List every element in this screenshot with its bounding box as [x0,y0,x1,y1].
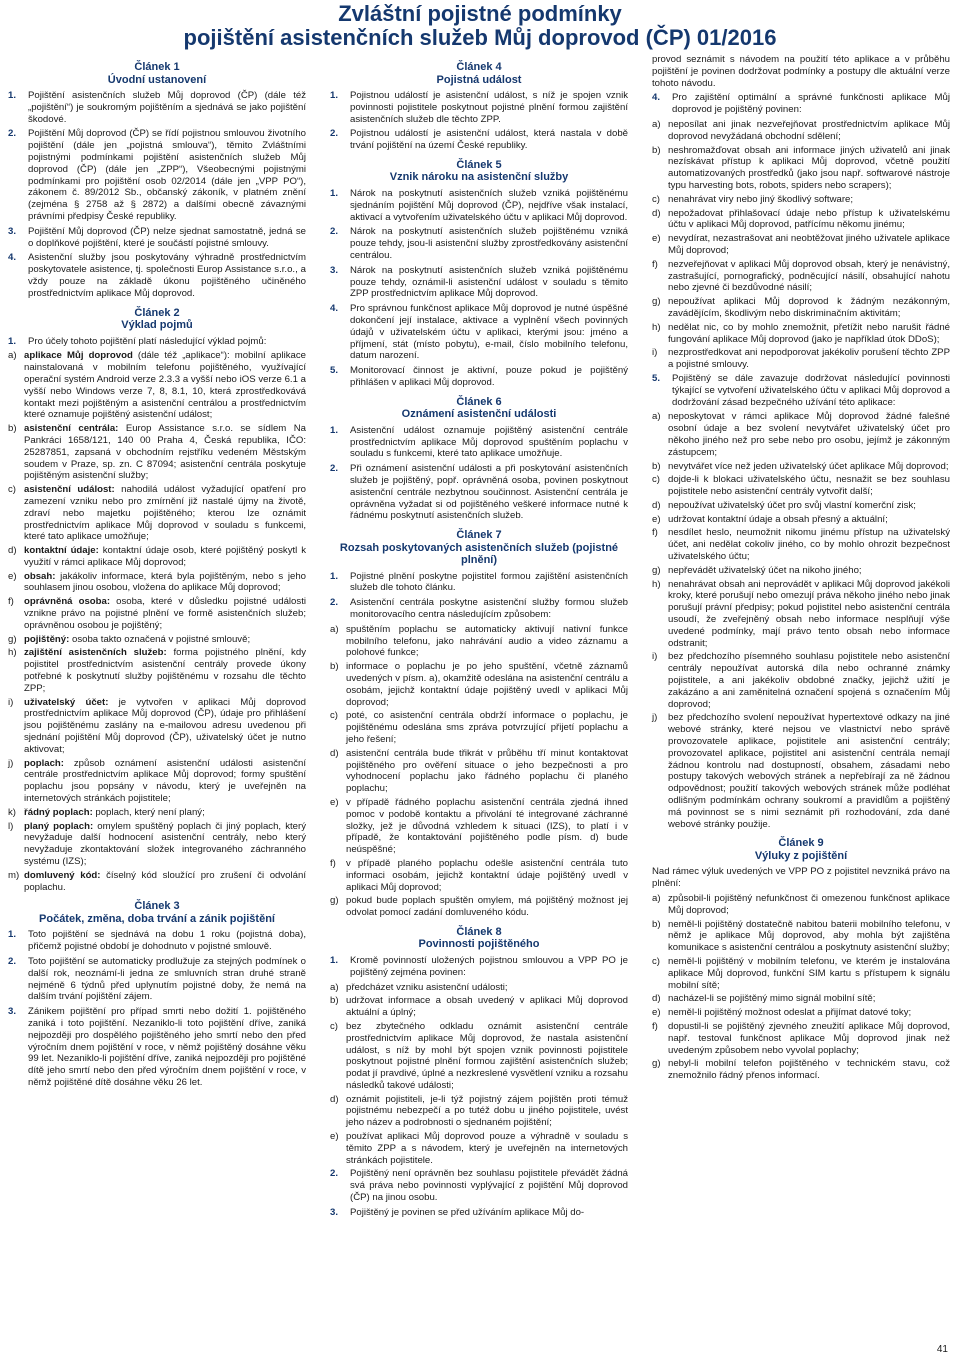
list-item-letter: f) [652,258,658,270]
list-item-text: asistenční centrála bude třikrát v průběhu tří minut kontaktovat pojištěného pro ověření situace o jeho bezpečnosti a pro vyhodnocení poplachu jako řádného poplachu či planého poplachu; [346,747,628,795]
list-item-letter: d) [652,993,661,1005]
list-item-letter: a) [8,350,17,362]
list-item-letter: h) [652,578,661,590]
list-item-text: oznámit pojistiteli, je-li týž pojistný zájem pojištěn proti témuž pojistnému nebezpečí a po tutéž dobu u jiného pojistitele, uvést jeho název a podrobnosti o sjednaném pojištění; [346,1093,628,1129]
article-number: Článek 4 [456,61,502,73]
paragraph-number: 2. [330,1168,339,1180]
article-number: Článek 9 [778,837,824,850]
list-item-text: nenahrávat viry nebo jiný škodlivý software; [668,193,854,205]
list-item [652,893,950,917]
article-heading [330,529,628,567]
list-item [652,993,950,1005]
list-item [652,514,950,526]
numbered-paragraph [330,365,628,389]
paragraph-text: Pojistnou událostí je asistenční událost, s níž je spojen vznik povinnosti pojistitele poskytnout pojistné plnění formou zajištění asistenčních služeb dle těchto ZPP. [350,90,628,125]
paragraph-text: Při oznámení asistenční události a při poskytování asistenčních služeb je pojištěný, popř. oprávněná osoba, povinen poskytnout asistenční centrále nezbytnou součinnost. Asistenční centrála je oprávněna vyžadat si od pojištěného veškeré informace nutné k řádnému poskytnutí asistenčních služeb. [350,463,628,522]
paragraph-text: Nárok na poskytnutí asistenčních služeb vzniká pojištěnému sjednáním pojištění Můj doprovod (ČP), nejdříve však instalací, aktivací a vytvořením uživatelského účtu v aplikaci Můj doprovod. [350,187,628,223]
article-number: Článek 7 [456,529,502,542]
list-item-text: nevytvářet více než jeden uživatelský účet aplikace Můj doprovod; [668,460,949,472]
paragraph-number: 3. [330,1206,339,1218]
paragraph-number: 4. [652,92,661,104]
list-item [652,651,950,710]
list-item-letter: e) [330,1131,339,1143]
paragraph-text: Kromě povinností uložených pojistnou smlouvou a VPP PO je pojištěný zejména povinen: [350,954,628,978]
list-item-letter: j) [8,757,14,769]
list-item [652,461,950,473]
list-item-term: kontaktní údaje: [24,545,99,557]
list-item-term: planý poplach: [24,820,94,832]
list-item-text: osoba, které v důsledku pojistné události vznikne právo na pojistné plnění ve formě asistenčních služeb; oprávněnou osobou je pojištěný; [24,596,306,631]
paragraph-number: 4. [8,252,17,264]
numbered-paragraph [8,1006,306,1089]
list-item-letter: f) [330,857,336,869]
list-item [8,634,306,646]
paragraph-number: 1. [330,570,339,582]
list-item-letter: h) [652,321,661,333]
paragraph-text: Asistenční událost oznamuje pojištěný asistenční centrále prostřednictvím aplikace Můj doprovod spuštěním poplachu v souladu s funkcemi, které tato aplikace umožňuje. [350,424,628,460]
list-item-term: domluvený kód: [24,869,101,881]
list-item-text: omylem spuštěný poplach či jiný poplach, který nevyžaduje další hodnocení asistenční centrály, nebo který nevyžaduje zkontaktování složek integrovaného záchranného systému (IZS); [24,820,306,868]
paragraph-number: 4. [330,303,339,315]
list-item-letter: f) [652,527,658,539]
list-item-letter: a) [330,623,339,635]
numbered-paragraph [8,90,306,125]
list-item [652,145,950,192]
list-item-letter: g) [330,895,339,907]
list-item-text: nepoužívat uživatelský účet pro svůj vlastní komerční zisk; [668,499,916,511]
paragraph-text: Asistenční služby jsou poskytovány výhradně prostřednictvím poskytovatele asistence, tj. společnosti Europ Assistance s.r.o., a vždy pouze na základě úkonu pojištěného učiněného prostřednictvím aplikace Můj doprovod. [28,252,306,299]
list-item-text: v případě řádného poplachu asistenční centrála zjedná ihned pomoc v podobě kontaktu a přivolání té integrované záchranné složky, jež je důvodná vzhledem k situaci (IZS), to platí i v případě, že kontaktování pojištěného podle písm. d) bude neúspěšné; [346,796,628,856]
list-item [8,350,306,421]
list-item-term: zajištění asistenčních služeb: [24,647,167,659]
numbered-paragraph [8,929,306,953]
list-item-letter: g) [652,564,661,576]
list-item [330,748,628,795]
list-item-text: (dále též „aplikace“): mobilní aplikace nainstalovaná v mobilním telefonu pojištěného, využívající operační systém Android verze 2.3.3 a vyšší nebo iOS verze 6.1 a vyšší nebo Windows verze 7, 8, 8.1, 10, která zprostředkovává kontakt mezi pojištěným a asistenční centrálou a prostřednictvím které oznamuje pojištěný asistenční událost; [24,350,306,421]
list-item-text: nesdílet heslo, neumožnit nikomu jinému přístup na uživatelský účet, ani nedělat cokoliv jiného, co by mohlo ohrozit bezpečnost uživatelského účtu; [668,527,950,563]
list-item-text: nepřevádět uživatelský účet na nikoho jiného; [668,564,862,576]
paragraph-number: 1. [330,954,339,966]
list-item [8,484,306,543]
list-item-letter: f) [8,596,14,608]
list-item [8,647,306,694]
list-item-letter: d) [330,747,339,759]
paragraph-text: Pojištěný je povinen se před užíváním aplikace Můj do- [350,1206,585,1218]
list-item-letter: b) [330,661,339,673]
title-line-2: pojištění asistenčních služeb Můj doprovod (ČP) 01/2016 [183,25,777,50]
list-item-text: nacházel-li se pojištěný mimo signál mobilní sítě; [668,993,876,1005]
list-item-text: nevydírat, nezastrašovat ani neobtěžovat jiného uživatele aplikace Můj doprovod; [668,233,950,256]
list-item-text: poplach, který není planý; [92,806,205,818]
paragraph-text: Pojištění Můj doprovod (ČP) nelze sjednat samostatně, jedná se o doplňkové pojištění, které je součástí pojistné smlouvy. [28,225,306,249]
list-item [8,758,306,805]
list-item-text: udržovat kontaktní údaje a obsah přesný a aktuální; [668,513,888,525]
list-item [652,1021,950,1056]
list-item [8,807,306,819]
numbered-paragraph [330,1168,628,1203]
paragraph-text: Pojistné plnění poskytne pojistitel formou zajištění asistenčních služeb dle tohoto článku. [350,570,628,594]
list-item-term: asistenční událost: [24,484,115,496]
list-item-letter: a) [652,411,661,423]
numbered-paragraph [8,336,306,348]
list-item [330,995,628,1019]
numbered-paragraph [8,226,306,250]
list-item-text: způsob oznámení asistenční události asistenční centrále prostřednictvím aplikace Můj doprovod; formy spuštění poplachu jsou popsány v návodu, který je uveřejněn na internetových stránkách pojistitele; [24,757,306,805]
numbered-paragraph [330,597,628,621]
list-item-text: nahodilá událost vyžadující opatření pro zamezení vzniku nebo pro zmírnění již nastalé újmy na životě, zdraví nebo majetku pojištěného; kterou lze oznámit prostřednictvím aplikace Můj doprovod v souladu s funkcemi, které tato aplikace umožňuje; [24,484,306,543]
article-number: Článek 2 [134,306,180,319]
paragraph-text: Pro zajištění optimální a správné funkčnosti aplikace Můj doprovod je pojištěný povinen: [672,92,950,116]
list-item-text: číselný kód sloužící pro zrušení či odvolání poplachu. [24,869,306,893]
paragraph-text: Pojistnou událostí je asistenční událost, která nastala v době trvání pojištění na území České republiky. [350,128,628,152]
list-item-text: informace o poplachu je po jeho spuštění, včetně záznamů uvedených v písm. a), okamžitě odeslána na asistenční centrálu a osobám, jejichž kontaktní údaje pojištěný uvedl v aplikaci Můj doprovod; [346,661,628,708]
list-item-term: poplach: [24,757,64,769]
list-item-letter: j) [652,712,658,724]
list-item-text: jakákoliv informace, která byla pojištěným, nebo s jeho souhlasem jinou osobou, vložena do aplikace Můj doprovod; [24,570,306,594]
article-number: Článek 1 [134,61,180,73]
paragraph-number: 3. [8,1006,17,1018]
list-item-text: bez předchozího svolení nepoužívat hypertextové odkazy na jiné webové stránky, které nejsou ve vlastnictví nebo správě provozovatele aplikace, pojistitele ani asistenční centrály; provozovatel aplikace, pojistitel ani asistenční centrála nemají žádnou kontrolu nad dostupností, obsahem, zásadami nebo postupy takových webových stránek a nepřebírají za ně žádnou odpovědnost; použití takových webových stránek může podléhat odlišným podmínkám ochrany soukromí a pravidlům a pojištěný má povinnost se s nimi seznámit při rozhodování, zda dané webové stránky použije. [668,712,950,830]
article-name: Výluky z pojištění [754,849,848,862]
numbered-paragraph [330,571,628,595]
paragraph-text: Monitorovací činnost je aktivní, pouze pokud je pojištěný přihlášen v aplikaci Můj doprovod. [350,365,628,388]
paragraph-text: Nárok na poskytnutí asistenčních služeb pojištěnému vzniká pouze tehdy, jsou-li asistenční služby zprostředkovány asistenční centrálou. [350,226,628,261]
list-item [652,322,950,346]
list-item-text: poté, co asistenční centrála obdrží informace o poplachu, je pojištěnému odeslána sms zpráva potvrzující přijetí poplachu a jeho řešení; [346,710,628,745]
column-right [652,54,950,1084]
list-item-term: pojištěný: [24,633,70,645]
list-item-letter: e) [652,513,661,525]
article-heading [8,61,306,86]
paragraph-number: 2. [330,597,339,609]
paragraph-text: Pojištěný není oprávněn bez souhlasu pojistitele převádět žádná svá práva nebo povinnosti vyplývající z pojištění Můj doprovod (ČP) na jinou osobu. [350,1168,628,1204]
list-item-term: asistenční centrála: [24,423,119,435]
list-item-term: uživatelský účet: [24,696,109,708]
list-item [652,579,950,650]
article-name: Povinnosti pojištěného [418,938,540,951]
numbered-paragraph [8,252,306,299]
article-name: Vznik nároku na asistenční služby [389,171,569,184]
list-item [652,194,950,206]
list-item-letter: g) [652,296,661,308]
list-item [652,500,950,512]
numbered-paragraph [330,188,628,223]
list-item-term: aplikace Můj doprovod [24,350,133,362]
list-item-letter: k) [8,806,16,818]
paragraph-number: 5. [652,372,661,384]
list-item-text: nezprostředkovat ani nepodporovat jakékoliv porušení těchto ZPP a pojistné smlouvy. [668,347,950,371]
paragraph-text: Pojištěný se dále zavazuje dodržovat následující povinnosti týkající se vytvoření uživatelského účtu v aplikaci Můj doprovod a dodržování zásad bezpečného užívání této aplikace: [672,372,950,408]
list-item [652,347,950,371]
paragraph-text: Zánikem pojištění pro případ smrti nebo dožití 1. pojištěného zaniká i toto pojištění. Nezaniklo-li toto pojištění dříve, zaniká nejpozději pro dospělého pojištěného jeho smrtí nebo den před výročním dnem pojištění v roce, v němž pojištěný dosáhne věku 99 let. Nezaniklo-li pojištění dříve, zaniká nejpozději pro pojištěné dítě jeho smrtí nebo den před výročním dnem pojištění v roce, v němž pojištěné dítě dosáhne věku 26 let. [28,1006,306,1088]
list-item-text: neshromažďovat obsah ani informace jiných uživatelů ani jinak nezískávat přístup k aplikaci Můj doprovod, včetně použití automatizovaných prostředků (jako jsou např. softwarové nástroje typu harvesting bots, robots, spiders nebo scrapers); [668,144,950,191]
paragraph-number: 2. [8,956,17,967]
paragraph-text: Pro správnou funkčnost aplikace Můj doprovod je nutné úspěšné dokončení její instalace, aktivace a vyplnění všech povinných údajů v uživatelském účtu v aplikaci, kterými jsou: jméno a příjmení, stát (místo pobytu), e-mail, číslo mobilního telefonu, datum narození. [350,303,628,362]
list-item [330,661,628,708]
list-item-letter: d) [8,545,17,557]
numbered-paragraph [330,425,628,460]
list-item [330,797,628,856]
list-item-letter: i) [8,696,14,708]
paragraph-text: Nárok na poskytnutí asistenčních služeb vzniká pojištěnému pouze tehdy, oznámil-li asistenční událost v souladu s těmito ZPP prostřednictvím aplikace Můj doprovod. [350,264,628,300]
list-item-letter: d) [652,207,661,219]
paragraph-number: 2. [330,128,339,140]
list-item [330,624,628,659]
list-item-text: Europ Assistance s.r.o. se sídlem Na Pankráci 1658/121, 140 00 Praha 4, Česká republika, IČO: 25287851, zapsaná v obchodním rejstříku vedeném Městským soudem v Praze, sp. zn. C 87094; asistenční centrála poskytuje pojištěným asistenční služby; [24,423,306,482]
paragraph-text: Pojištění Můj doprovod (ČP) se řídí pojistnou smlouvou životního pojištění (dále jen „pojistná smlouva“), těmito Zvláštními pojistnými podmínkami pojištění asistenčních služeb Můj doprovod (ČP) (dále jen „ZPP“), Všeobecnými pojistnými podmínkami pro pojištění osob 02/2014 (dále jen „VPP PO“), zákonem č. 89/2012 Sb., občanský zákoník, v platném znění (zejména § 2758 až § 2872) a dalšími obecně závaznými právními předpisy České republiky. [28,128,306,222]
paragraph-text: Pro účely tohoto pojištění platí následující výklad pojmů: [28,335,267,347]
list-item [8,545,306,569]
column-middle [330,54,628,1222]
document-title [0,2,960,50]
list-item-text: kontaktní údaje osob, které pojištěný poskytl k využití v rámci aplikace Můj doprovod; [24,545,307,568]
numbered-paragraph [652,92,950,116]
article-heading [8,900,306,925]
numbered-paragraph [330,463,628,522]
list-item-letter: b) [8,423,17,435]
list-item [652,208,950,232]
article-name: Počátek, změna, doba trvání a zánik pojištění [39,912,275,925]
article-name: Výklad pojmů [121,319,193,332]
list-item-text: v případě planého poplachu odešle asistenční centrála tuto informaci osobám, jejichž kontaktní údaje pojištěný uvedl v aplikaci Můj doprovod; [346,857,628,893]
list-item [330,1094,628,1129]
list-item [330,1131,628,1166]
paragraph-number: 1. [8,90,17,101]
list-item-text: bez zbytečného odkladu oznámit asistenční centrále prostřednictvím aplikace Můj doprovod, že nastala asistenční událost, s níž by mohl být spojen vznik povinnosti pojistitele poskytnout pojistné plnění formou zajištění asistenčních služeb; podat jí pravdivé, úplné a nezkreslené vysvětlení vzniku a rozsahu následků takové události; [346,1020,628,1091]
list-item-letter: a) [652,118,661,130]
list-item-text: nebyl-li mobilní telefon pojištěného v technickém stavu, což znemožnilo řádný přenos informací. [668,1058,950,1082]
list-item [330,710,628,745]
list-item-text: nepožadovat přihlašovací údaje nebo přístup k uživatelskému účtu v aplikaci Můj doprovod, patřícímu někomu jinému; [668,207,950,231]
list-item-letter: g) [652,1058,661,1070]
list-item-letter: m) [8,869,20,881]
list-item-letter: i) [652,651,658,663]
paragraph-text: Toto pojištění se automaticky prodlužuje za stejných podmínek o další rok, neoznámí-li jedna ze smluvních stran druhé straně nejméně 6 týdnů před uplynutím pojistné doby, že nemá na dalším trvání pojištění zájem. [28,956,306,1003]
list-item-letter: l) [8,820,14,832]
list-item [652,474,950,498]
numbered-paragraph [330,90,628,125]
list-item-letter: b) [652,918,661,930]
list-item-text: spuštěním poplachu se automaticky aktivují nativní funkce mobilního telefonu, jako nahrávání audio a video záznamu a polohové funkce; [346,623,628,659]
list-item [652,1058,950,1082]
list-item [330,858,628,893]
article-heading [330,159,628,184]
list-item [8,697,306,756]
list-item-letter: c) [652,955,660,967]
numbered-paragraph [330,128,628,152]
article-heading [330,61,628,86]
list-item-text: používat aplikaci Můj doprovod pouze a výhradně v souladu s těmito ZPP a s návodem, který je uveřejněn na internetových stránkách pojistitele. [346,1131,628,1166]
list-item-letter: d) [330,1093,339,1105]
list-item-letter: g) [8,633,17,645]
article-heading [652,837,950,862]
list-item-text: nepoužívat aplikaci Můj doprovod k žádným nezákonným, zavádějícím, škodlivým nebo diskriminačním aktivitám; [668,296,950,319]
list-item-term: oprávněná osoba: [24,596,111,608]
list-item [330,895,628,919]
list-item-letter: a) [652,893,661,904]
paragraph-number: 1. [330,187,339,199]
list-item-text: bez předchozího písemného souhlasu pojistitele nebo asistenční centrály nepoužívat autorská díla nebo ochranné známky pojistitele, a ani jakékoliv obdobné značky, jejichž užití je zakázáno a ani zaměnitelná označení spojená s označením Můj doprovod; [668,651,950,710]
paragraph-number: 1. [8,335,17,347]
list-item-text: osoba takto označená v pojistné smlouvě; [69,633,251,645]
list-item [652,956,950,991]
list-item-text: neposílat ani jinak nezveřejňovat prostřednictvím aplikace Můj doprovod nevyžádaná obchodní sdělení; [668,118,950,142]
numbered-paragraph [330,226,628,261]
list-item-text: dojde-li k blokaci uživatelského účtu, nesnažit se bez souhlasu pojistitele nebo asistenční centrály vytvořit další; [668,474,950,498]
article-name: Oznámení asistenční události [401,408,557,421]
list-item-letter: c) [652,193,660,205]
article-number: Článek 5 [456,158,502,171]
paragraph-number: 2. [330,226,339,238]
list-item [652,233,950,257]
paragraph-text: Pojištění asistenčních služeb Můj doprovod (ČP) (dále též „pojištění“) je soukromým pojištěním a sjednává se jako pojištění škodové. [28,90,306,125]
list-item-term: obsah: [24,570,56,582]
list-item-letter: f) [652,1020,658,1032]
list-item-letter: h) [8,647,17,659]
paragraph-text: Toto pojištění se sjednává na dobu 1 roku (pojistná doba), přičemž pojistné období je dohodnuto v pojistné smlouvě. [28,929,306,953]
paragraph-number: 2. [330,463,339,475]
column-left [8,54,306,1092]
list-item-letter: e) [8,570,17,582]
list-item-letter: c) [330,1020,338,1032]
numbered-paragraph [330,955,628,979]
list-item-letter: c) [8,484,16,496]
list-item [8,870,306,894]
article-name: Úvodní ustanovení [107,73,207,86]
list-item [8,821,306,868]
paragraph-text: provod seznámit s návodem na použití této aplikace a v průběhu pojištění je povinen dodržovat podmínky a postupy dle aktuální verze tohoto návodu. [652,54,950,89]
paragraph-number: 3. [330,264,339,276]
article-number: Článek 6 [456,395,502,408]
article-heading [8,307,306,332]
list-item [8,423,306,482]
paragraph-number: 5. [330,365,339,377]
list-item-letter: b) [652,460,661,472]
numbered-paragraph [8,128,306,222]
list-item-text: dopustil-li se pojištěný zjevného zneužití aplikace Můj doprovod, např. testoval funkčnost aplikace Můj doprovod jinak než uvedeným způsobem nebo vyvolal poplachy; [668,1020,950,1056]
list-item [652,565,950,577]
list-item-letter: c) [330,710,338,722]
page-number: 41 [936,1344,948,1355]
article-name: Pojistná událost [436,73,522,86]
paragraph-number: 2. [8,128,17,140]
list-item-letter: c) [652,474,660,486]
article-heading [330,926,628,951]
numbered-paragraph [652,373,950,408]
numbered-paragraph [330,1207,628,1219]
list-item [652,1007,950,1019]
paragraph-number: 1. [330,424,339,436]
list-item-term: řádný poplach: [24,806,93,818]
article-number: Článek 3 [134,900,180,913]
numbered-paragraph [8,956,306,1003]
list-item-text: nedělat nic, co by mohlo znemožnit, přetížit nebo narušit řádné fungování aplikace Můj doprovod (jako je například útok DDoS); [668,321,950,345]
list-item-text: nezveřejňovat v aplikaci Můj doprovod obsah, který je nenávistný, zastrašující, pornografický, podněcující násilí, obsahující nahotu nebo zjevné či bezdůvodné násilí; [668,258,950,294]
list-item-text: předcházet vzniku asistenční události; [346,981,508,993]
list-item-letter: i) [652,347,658,359]
list-item [652,919,950,954]
list-item-letter: d) [652,499,661,511]
paragraph-number: 1. [8,929,17,941]
paragraph-text: Asistenční centrála poskytne asistenční služby formou služeb monitorovacího centra následujícím způsobem: [350,597,628,620]
list-item [652,411,950,458]
list-item [652,527,950,562]
list-item-text: pokud bude poplach spuštěn omylem, má pojištěný možnost jej odvolat pomocí zadání domluveného kódu. [346,895,628,919]
list-item-text: způsobil-li pojištěný nefunkčnost či omezenou funkčnost aplikace Můj doprovod; [668,893,950,916]
paragraph-text: Nad rámec výluk uvedených ve VPP PO z pojistitel nevzniká právo na plnění: [652,866,950,890]
article-heading [330,396,628,421]
title-line-1: Zvláštní pojistné podmínky [338,1,622,26]
list-item-text: neposkytovat v rámci aplikace Můj doprovod žádné falešné osobní údaje a bez svolení nevytvářet uživatelský účet pro někoho jiného než pro sebe nebo pro osobu, jejímž je zákonným zástupcem; [668,411,950,458]
list-item-letter: e) [652,1007,661,1019]
paragraph-number: 3. [8,225,17,237]
list-item-text: udržovat informace a obsah uvedený v aplikaci Můj doprovod aktuální a úplný; [346,995,628,1019]
list-item-text: neměl-li pojištěný v mobilním telefonu, ve kterém je instalována aplikace Můj doprovod, funkční SIM kartu s přístupem k signálu mobilní sítě; [668,955,950,991]
list-item [652,712,950,830]
list-item-letter: b) [330,995,339,1007]
list-item-text: neměl-li pojištěný dostatečně nabitou baterii mobilního telefonu, v němž je aplikace Můj doprovod, aby mohla být zajištěna komunikace s asistenční centrálou a poskytnuty asistenční služby; [668,918,950,954]
article-name: Rozsah poskytovaných asistenčních služeb (pojistné plnění) [339,541,619,567]
list-item-letter: a) [330,981,339,993]
list-item-letter: e) [652,233,661,245]
article-number: Článek 8 [456,925,502,938]
list-item [8,596,306,631]
list-item-letter: e) [330,796,339,808]
list-item [652,119,950,143]
list-item-text: nenahrávat obsah ani neprovádět v aplikaci Můj doprovod jakékoli kroky, které porušují nebo omezují práva někoho jiného nebo jinak porušují právní předpisy; pokud pojistitel nebo asistenční centrála usoudí, že zveřejněný obsah nebo informace nesplňují výše uvedené podmínky, mají právo tento obsah nebo informace odstranit; [668,578,950,649]
list-item-text: je vytvořen v aplikaci Můj doprovod prostřednictvím aplikace Můj doprovod (ČP), údaje pro přihlášení jsou pojištěnému zaslány na e-mailovou adresu uvedenou při sjednání pojištění Můj doprovod (ČP), uživatelský účet je nutno aktivovat; [24,696,306,755]
list-item-text: forma pojistného plnění, kdy pojistitel prostřednictvím asistenční centrály provede úkony potřebné k poskytnutí služby pojištěnému v rozsahu dle těchto ZPP; [24,647,306,694]
list-item-text: neměl-li pojištěný možnost odeslat a přijímat datové toky; [668,1007,912,1019]
list-item [330,1021,628,1092]
numbered-paragraph [330,303,628,362]
list-item [652,259,950,294]
paragraph-number: 1. [330,90,339,101]
list-item [8,571,306,595]
list-item [330,982,628,994]
list-item [652,296,950,320]
numbered-paragraph [330,265,628,300]
list-item-letter: b) [652,144,661,156]
